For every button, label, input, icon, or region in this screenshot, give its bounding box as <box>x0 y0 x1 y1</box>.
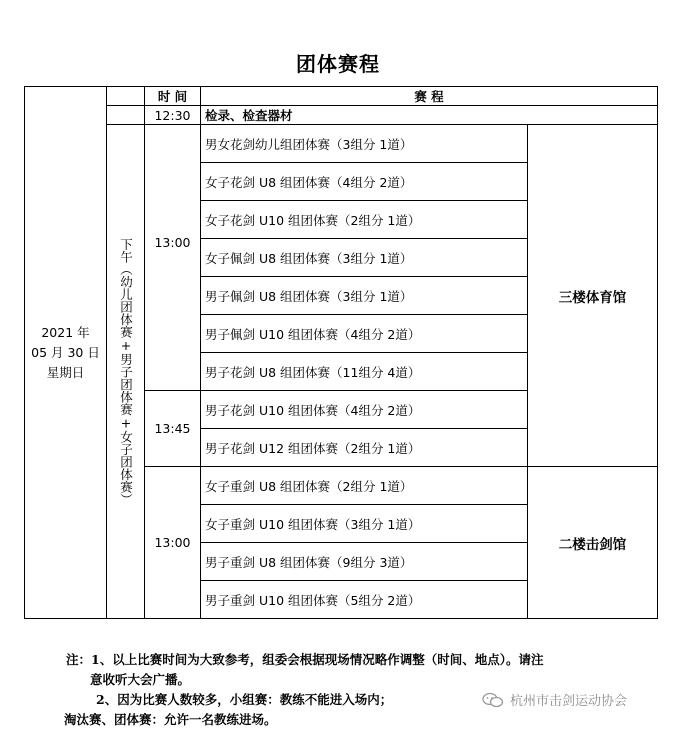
venue-third-floor: 三楼体育馆 <box>528 125 658 467</box>
event-item: 女子重剑 U10 组团体赛（3组分 1道） <box>201 505 528 543</box>
page-title: 团体赛程 <box>296 52 380 76</box>
event-item: 女子花剑 U10 组团体赛（2组分 1道） <box>201 201 528 239</box>
event-item: 男子重剑 U10 组团体赛（5组分 2道） <box>201 581 528 619</box>
session-label: 下午（幼儿团体赛+男子团体赛+女子团体赛） <box>118 237 134 506</box>
event-item: 男子花剑 U12 组团体赛（2组分 1道） <box>201 429 528 467</box>
time-header: 时 间 <box>145 87 201 106</box>
session-label-cell <box>107 125 145 619</box>
watermark-text: 杭州市击剑运动协会 <box>510 694 628 709</box>
event-item: 男子重剑 U8 组团体赛（9组分 3道） <box>201 543 528 581</box>
event-item: 男子佩剑 U8 组团体赛（3组分 1道） <box>201 277 528 315</box>
date-weekday: 星期日 <box>46 364 85 380</box>
event-item: 男子花剑 U8 组团体赛（11组分 4道） <box>201 353 528 391</box>
event-item: 女子重剑 U8 组团体赛（2组分 1道） <box>201 467 528 505</box>
blank-header-cell <box>107 87 145 106</box>
date-cell <box>25 87 107 619</box>
watermark <box>482 690 627 709</box>
events-header: 赛 程 <box>201 87 658 106</box>
wechat-icon <box>482 692 504 708</box>
checkin-time: 12:30 <box>145 106 201 125</box>
group2-time: 13:45 <box>145 391 201 467</box>
note-line-1: 注：1、以上比赛时间为大致参考，组委会根据现场情况略作调整（时间、地点）。请注 <box>66 652 544 667</box>
date-year: 2021 年 <box>41 324 90 340</box>
group1-time: 13:00 <box>145 125 201 391</box>
note-line-3: 2、因为比赛人数较多，小组赛：教练不能进入场内； <box>96 692 393 707</box>
blank-checkin-cell <box>107 106 145 125</box>
group3-time: 13:00 <box>145 467 201 619</box>
checkin-text: 检录、检查器材 <box>201 106 658 125</box>
event-item: 男女花剑幼儿组团体赛（3组分 1道） <box>201 125 528 163</box>
schedule-table <box>24 86 658 619</box>
venue-second-floor: 二楼击剑馆 <box>528 467 658 619</box>
event-item: 女子佩剑 U8 组团体赛（3组分 1道） <box>201 239 528 277</box>
note-line-2: 意收听大会广播。 <box>90 672 191 687</box>
event-item: 女子花剑 U8 组团体赛（4组分 2道） <box>201 163 528 201</box>
event-item: 男子佩剑 U10 组团体赛（4组分 2道） <box>201 315 528 353</box>
event-item: 男子花剑 U10 组团体赛（4组分 2道） <box>201 391 528 429</box>
date-day: 05 月 30 日 <box>31 344 100 360</box>
note-line-4: 淘汰赛、团体赛：允许一名教练进场。 <box>64 712 277 727</box>
